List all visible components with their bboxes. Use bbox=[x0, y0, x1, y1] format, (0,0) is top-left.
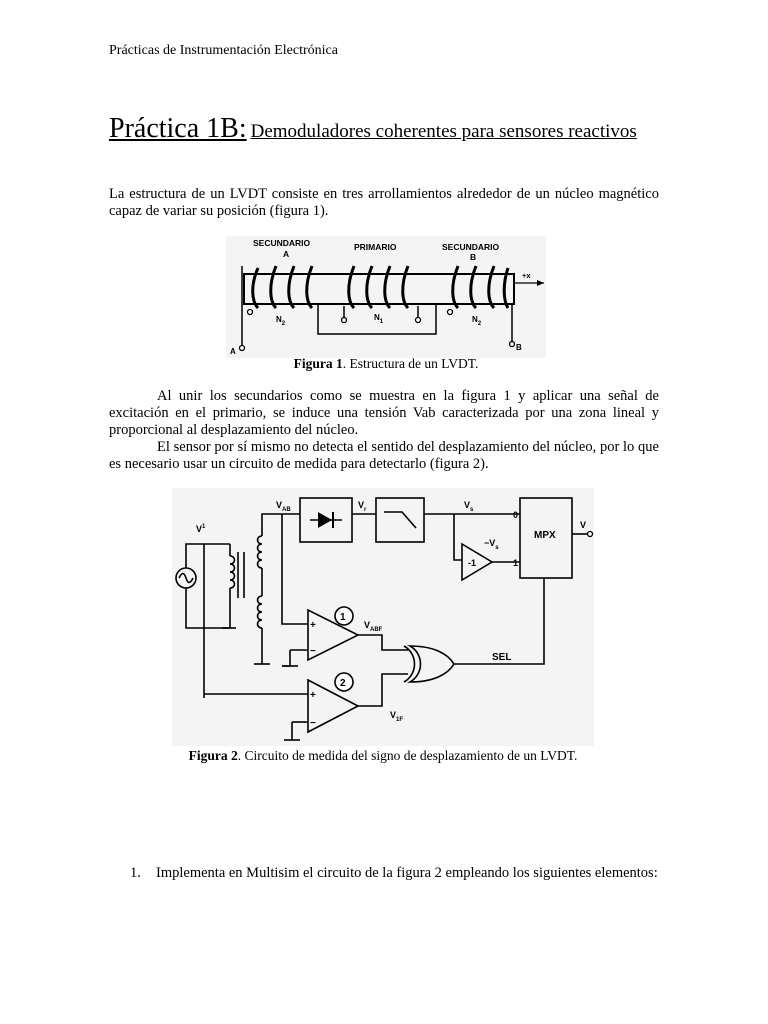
label-opamp1-plus: + bbox=[310, 620, 316, 631]
title-main: Práctica 1B: bbox=[109, 113, 247, 144]
label-n1: $N_1$ bbox=[374, 313, 384, 325]
label-a: A bbox=[283, 249, 290, 259]
figure-2-caption-bold: Figura 2 bbox=[188, 748, 238, 763]
label-b: B bbox=[470, 252, 477, 262]
figure-2-caption bbox=[150, 748, 616, 764]
label-vab: $V_{AB}$ bbox=[276, 500, 291, 513]
page-title bbox=[109, 113, 669, 146]
page-header: Prácticas de Instrumentación Electrónica bbox=[109, 43, 338, 58]
label-secundario-a: SECUNDARIO bbox=[253, 238, 311, 248]
figure-2-caption-text: . Circuito de medida del signo de desplazamiento de un LVDT. bbox=[237, 748, 578, 763]
label-terminal-b: B bbox=[516, 343, 522, 352]
label-sel: SEL bbox=[492, 652, 512, 663]
label-v1: $V^1$ bbox=[196, 524, 206, 534]
label-v1f: $V_{1F}$ bbox=[390, 710, 404, 723]
label-opamp2-minus: − bbox=[310, 718, 316, 729]
label-opamp1-minus: − bbox=[310, 646, 316, 657]
list-item-number: 1. bbox=[130, 865, 141, 881]
label-terminal-a: A bbox=[230, 347, 236, 356]
figure-2-circuit-diagram bbox=[172, 488, 594, 746]
figure-1-caption-bold: Figura 1 bbox=[293, 356, 343, 371]
label-primario: PRIMARIO bbox=[354, 242, 397, 252]
title-subtitle: Demoduladores coherentes para sensores reactivos bbox=[250, 121, 637, 142]
label-vr: $V_r$ bbox=[358, 500, 367, 513]
label-opamp2-plus: + bbox=[310, 690, 316, 701]
figure-1-caption-text: . Estructura de un LVDT. bbox=[342, 356, 479, 371]
paragraph-secondaries: Al unir los secundarios como se muestra en la figura 1 y aplicar una señal de excitación en el primario, se induce una tensión Vab caracterizada por una zona lineal y proporcional al desplazamiento del núcleo. bbox=[109, 388, 659, 438]
list-item-text: Implementa en Multisim el circuito de la figura 2 empleando los siguientes elementos: bbox=[156, 865, 658, 881]
label-mpx-input-1: 1 bbox=[513, 558, 519, 568]
paragraph-sensor: El sensor por sí mismo no detecta el sentido del desplazamiento del núcleo, por lo que es necesario usar un circuito de medida para detectarlo (figura 2). bbox=[109, 439, 659, 472]
label-mpx-input-0: 0 bbox=[513, 510, 519, 520]
label-vs: $V_s$ bbox=[464, 500, 474, 513]
label-n2-right: $N_2$ bbox=[472, 315, 482, 327]
label-secundario-b: SECUNDARIO bbox=[442, 242, 500, 252]
label-plus-x: +x bbox=[522, 271, 531, 280]
figure-1-lvdt-diagram bbox=[226, 236, 546, 358]
label-inverter-gain: -1 bbox=[468, 558, 477, 568]
label-vabf: $V_{ABF}$ bbox=[364, 620, 383, 633]
figure-1-caption bbox=[226, 356, 546, 372]
label-opamp-1: 1 bbox=[340, 612, 346, 623]
label-neg-vs: $-V_s$ bbox=[484, 538, 499, 551]
label-mpx: MPX bbox=[534, 530, 556, 541]
list-item-1 bbox=[130, 865, 660, 882]
label-opamp-2: 2 bbox=[340, 678, 346, 689]
label-n2-left: $N_2$ bbox=[276, 315, 286, 327]
label-output-v: V bbox=[580, 520, 587, 530]
paragraph-intro: La estructura de un LVDT consiste en tres arrollamientos alrededor de un núcleo magnético capaz de variar su posición (figura 1). bbox=[109, 186, 659, 219]
